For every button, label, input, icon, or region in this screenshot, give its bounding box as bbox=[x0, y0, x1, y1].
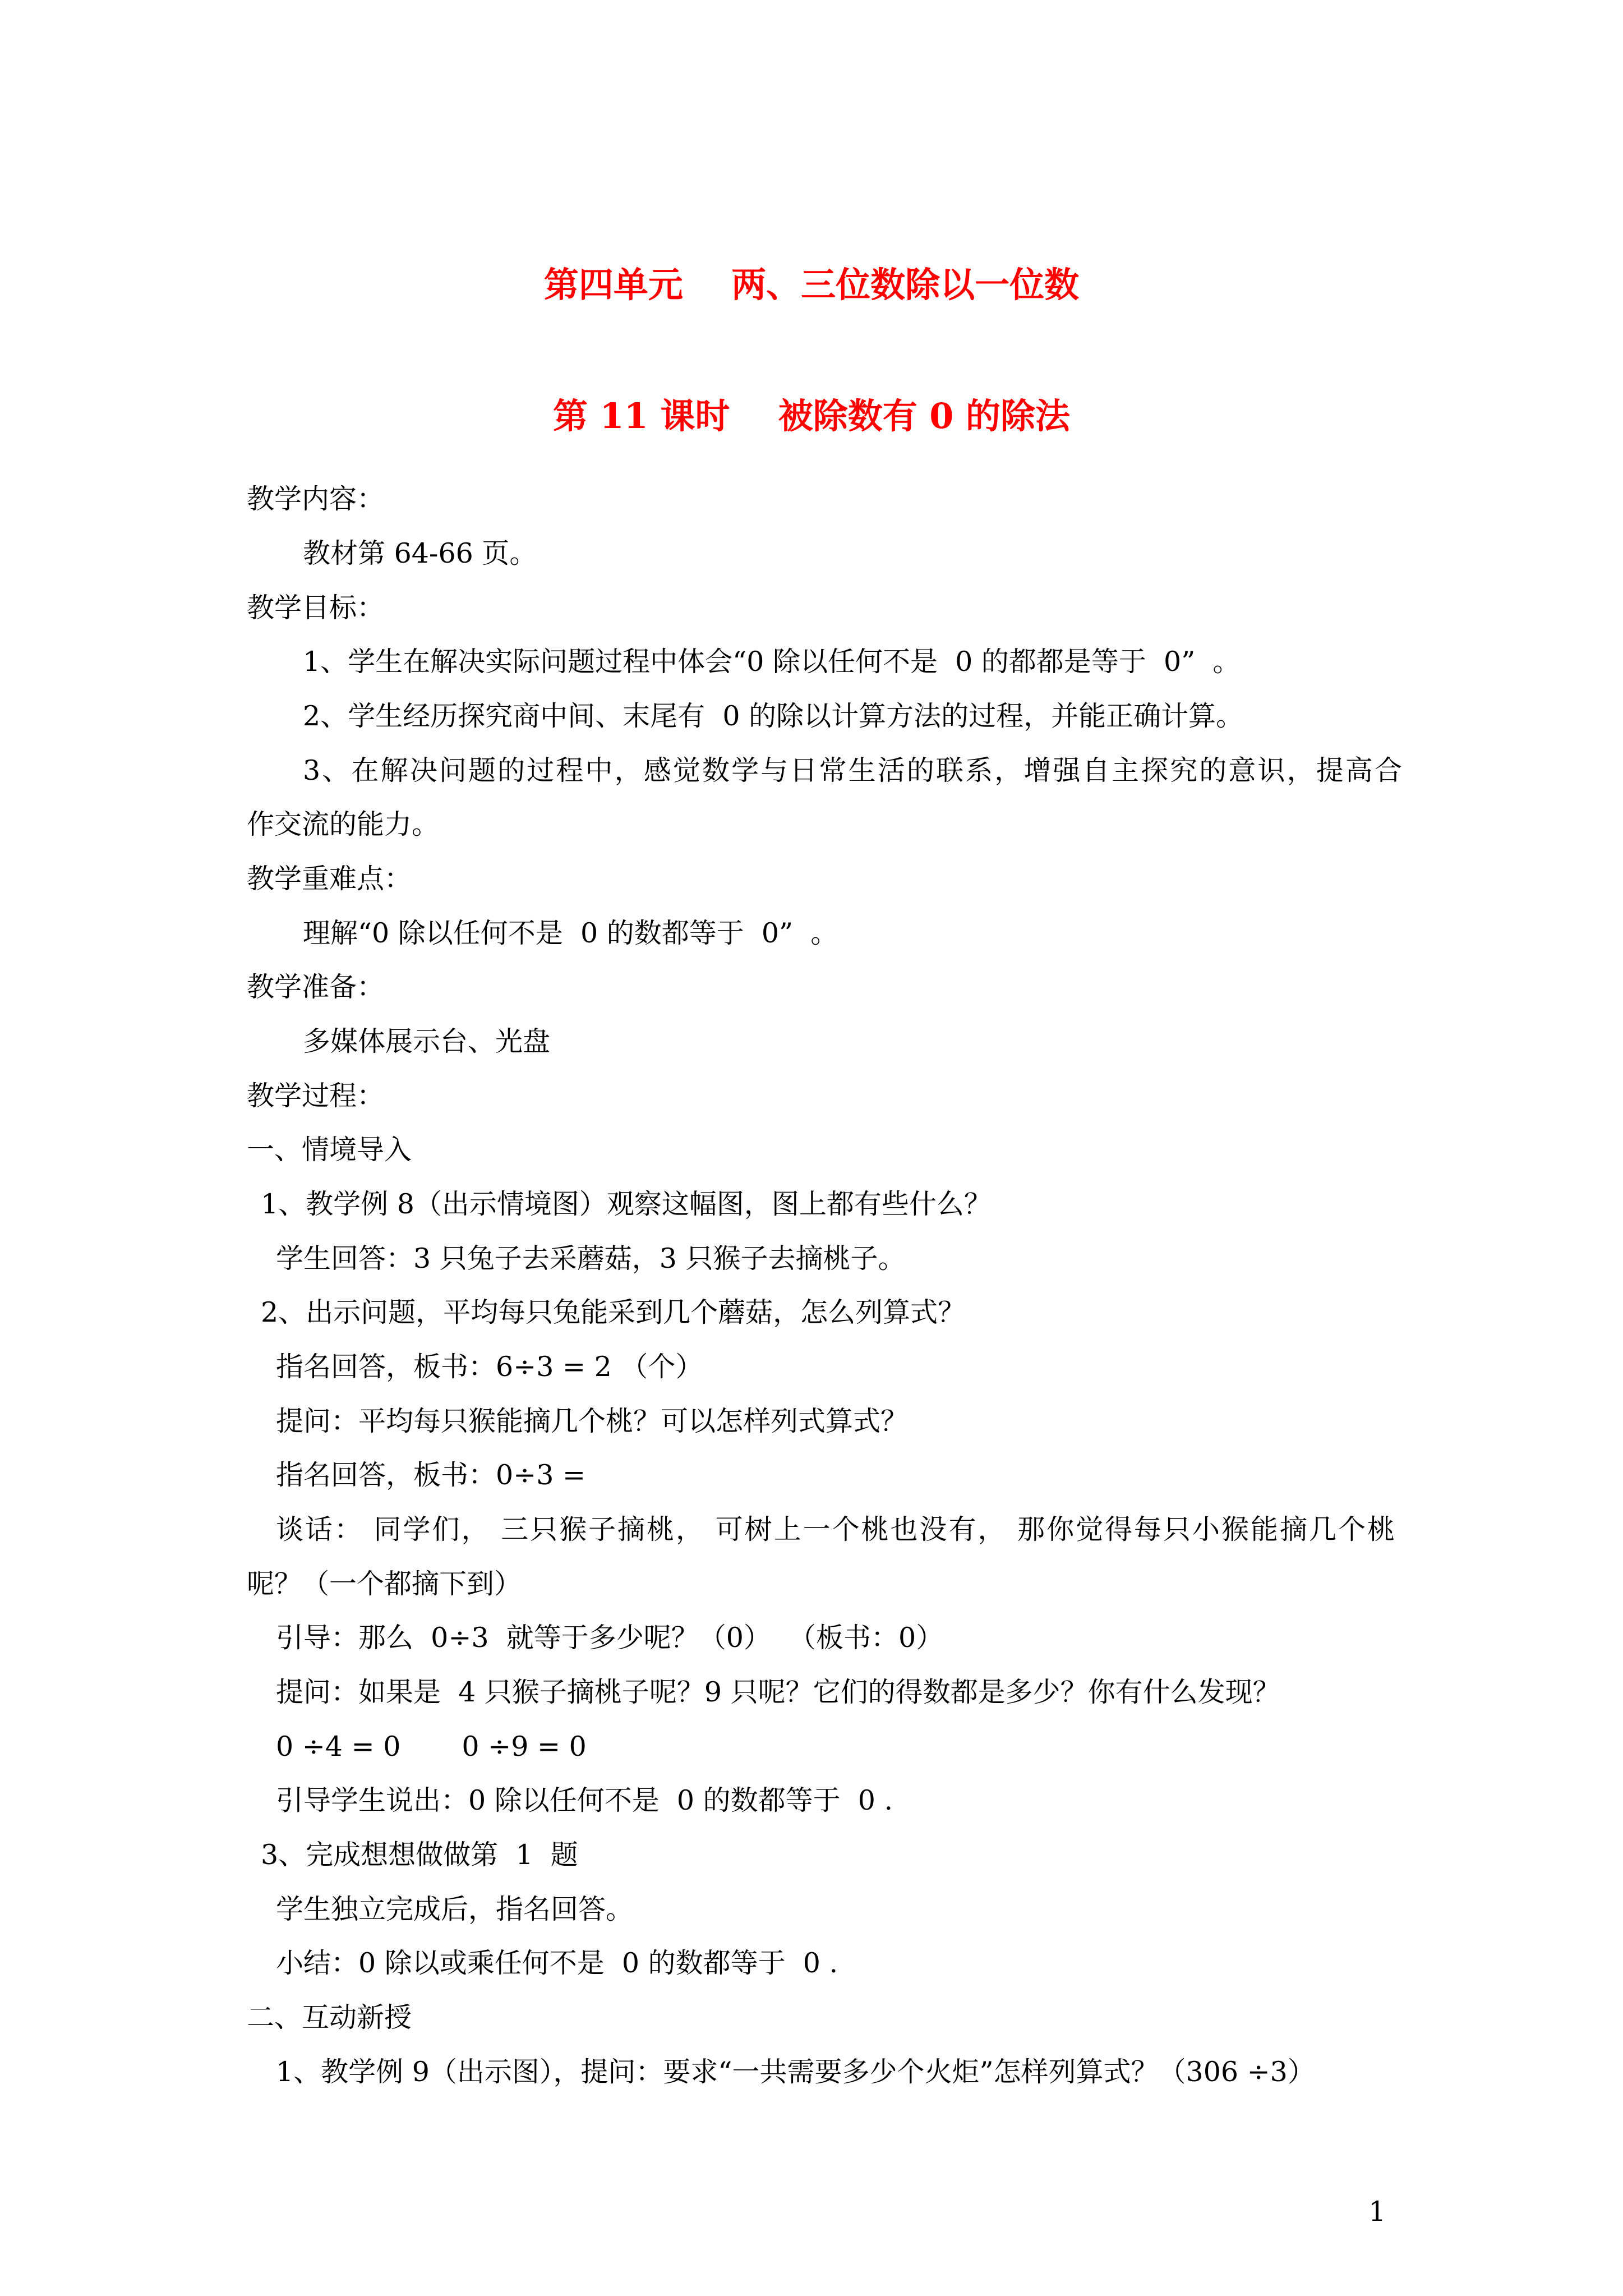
text-line: 2、出示问题，平均每只兔能采到几个蘑菇，怎么列算式？ bbox=[261, 1296, 966, 1328]
text-line: 3、完成想想做做第 1 题 bbox=[261, 1839, 578, 1871]
text-line: 1、教学例 9（出示图），提问：要求“一共需要多少个火炬”怎样列算式？（306 ÷3） bbox=[276, 2056, 1315, 2088]
text-line: 呢？（一个都摘下到） bbox=[247, 1568, 522, 1600]
text-line: 教材第 64-66 页。 bbox=[303, 537, 537, 569]
text-line: 小结：0 除以或乘任何不是 0 的数都等于 0 . bbox=[276, 1947, 838, 1979]
section-heading-goals: 教学目标： bbox=[247, 592, 385, 624]
text-line: 作交流的能力。 bbox=[247, 808, 440, 840]
text-line: 提问：如果是 4 只猴子摘桃子呢？9 只呢？它们的得数都是多少？你有什么发现？ bbox=[276, 1676, 1280, 1708]
equation-line: 0 ÷4 = 0 0 ÷9 = 0 bbox=[276, 1731, 587, 1763]
text-line: 指名回答，板书：6÷3 = 2 （个） bbox=[276, 1351, 703, 1383]
text-line: 引导学生说出：0 除以任何不是 0 的数都等于 0 . bbox=[276, 1784, 893, 1816]
text-line: 指名回答，板书：0÷3 = bbox=[276, 1459, 586, 1491]
section-heading-intro: 一、情境导入 bbox=[247, 1134, 412, 1166]
text-line: 1、学生在解决实际问题过程中体会“0 除以任何不是 0 的都都是等于 0” 。 bbox=[303, 646, 1241, 678]
section-heading-content: 教学内容： bbox=[247, 483, 385, 515]
page-number: 1 bbox=[1368, 2196, 1386, 2228]
section-heading-preparation: 教学准备： bbox=[247, 971, 385, 1003]
text-line: 2、学生经历探究商中间、末尾有 0 的除以计算方法的过程，并能正确计算。 bbox=[303, 700, 1244, 732]
text-line: 理解“0 除以任何不是 0 的数都等于 0” 。 bbox=[303, 917, 838, 949]
text-line: 3、在解决问题的过程中，感觉数学与日常生活的联系，增强自主探究的意识，提高合 bbox=[303, 754, 1402, 786]
text-line: 引导：那么 0÷3 就等于多少呢？（0） （板书：0） bbox=[276, 1622, 944, 1654]
text-line: 提问：平均每只猴能摘几个桃？可以怎样列式算式？ bbox=[276, 1405, 909, 1437]
section-heading-process: 教学过程： bbox=[247, 1080, 385, 1112]
text-line: 多媒体展示台、光盘 bbox=[303, 1025, 551, 1057]
text-line: 学生独立完成后，指名回答。 bbox=[276, 1893, 634, 1925]
lesson-title: 第 11 课时 被除数有 0 的除法 bbox=[552, 395, 1071, 436]
section-heading-new-teaching: 二、互动新授 bbox=[247, 2001, 412, 2033]
text-line: 谈话： 同学们， 三只猴子摘桃， 可树上一个桃也没有， 那你觉得每只小猴能摘几个桃 bbox=[276, 1513, 1395, 1545]
text-line: 1、教学例 8（出示情境图）观察这幅图，图上都有些什么？ bbox=[261, 1188, 992, 1220]
text-line: 学生回答：3 只兔子去采蘑菇，3 只猴子去摘桃子。 bbox=[276, 1243, 906, 1274]
unit-title: 第四单元 两、三位数除以一位数 bbox=[543, 264, 1080, 305]
section-heading-key-points: 教学重难点： bbox=[247, 863, 412, 895]
